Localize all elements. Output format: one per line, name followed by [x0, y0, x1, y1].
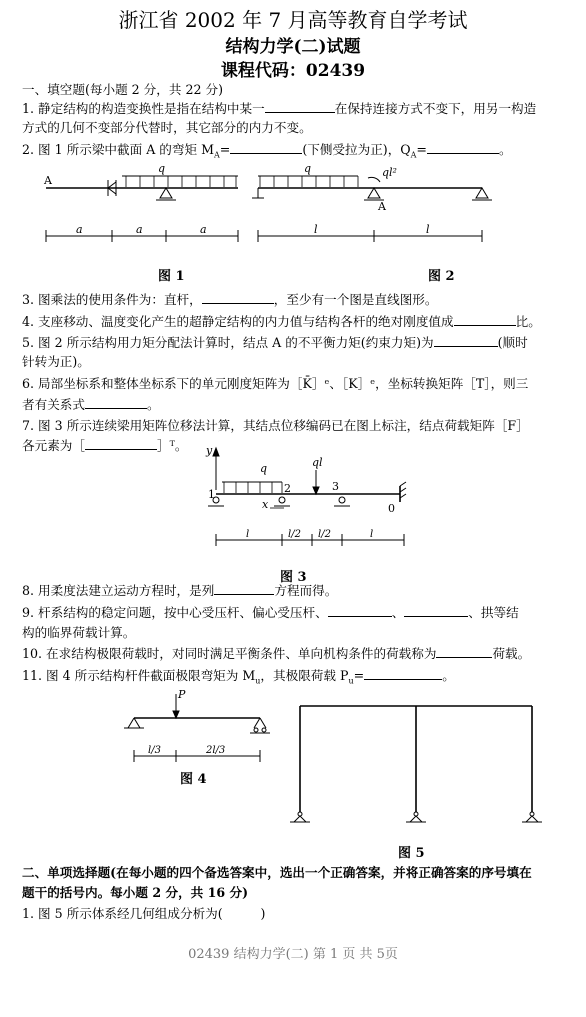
figure-1-diagram: [40, 160, 250, 250]
section2-heading-line2: 题干的括号内。每小题 2 分，共 16 分): [22, 885, 249, 900]
load-p-label: P: [178, 688, 186, 701]
dimension-label: l/2: [318, 529, 331, 540]
load-q-label: q: [304, 162, 312, 175]
answer-blank[interactable]: [85, 438, 157, 450]
answer-blank[interactable]: [427, 142, 499, 154]
dimension-label: l: [370, 529, 374, 540]
answer-blank[interactable]: [265, 101, 335, 113]
q9-line2: 构的临界荷载计算。: [22, 625, 136, 640]
load-q-label: q: [260, 462, 268, 475]
answer-blank[interactable]: [202, 292, 274, 304]
section1-heading: 一、填空题(每小题 2 分，共 22 分): [22, 82, 224, 97]
load-ql-label: ql: [312, 456, 323, 469]
figure-3-diagram: [200, 440, 420, 558]
point-a-label: A: [378, 200, 386, 213]
axis-y-label: y: [206, 444, 213, 457]
node-label: 1: [208, 488, 215, 501]
q6-line2: 者有关系式 。: [22, 397, 160, 412]
q5-line2: 针转为正)。: [22, 354, 90, 369]
dimension-label: l: [314, 223, 318, 236]
q5-line1: 5. 图 2 所示结构用力矩分配法计算时，结点 A 的不平衡力矩(约束力矩)为 (顺时: [22, 335, 528, 350]
axis-x-label: x: [262, 498, 269, 511]
figure-4-diagram: [120, 686, 270, 771]
node-label: 2: [284, 482, 291, 495]
dimension-label: l: [426, 223, 430, 236]
q1-line1: 1. 静定结构的构造变换性是指在结构中某一 在保持连接方式不变下，用另一构造: [22, 101, 537, 116]
answer-blank[interactable]: [364, 668, 442, 680]
answer-blank[interactable]: [436, 646, 492, 658]
q10-line: 10. 在求结构极限荷载时，对同时满足平衡条件、单向机构条件的荷载称为 荷载。: [22, 646, 531, 661]
dimension-label: l/3: [148, 745, 161, 756]
dimension-label: a: [200, 223, 207, 236]
figure-4-caption: 图 4: [180, 772, 207, 787]
page-footer: 02439 结构力学(二) 第 1 页 共 5页: [188, 947, 398, 962]
dimension-label: a: [76, 223, 83, 236]
figure-5-caption: 图 5: [398, 846, 425, 861]
course-name: 结构力学(二)试题: [225, 37, 361, 57]
exam-title: 浙江省 2002 年 7 月高等教育自学考试: [118, 8, 468, 32]
dimension-label: 2l/3: [206, 745, 226, 756]
q2-line: 2. 图 1 所示梁中截面 A 的弯矩 $M_A=$ (下侧受拉为正)，$Q_A=$ 。: [22, 142, 512, 160]
dimension-label: l: [246, 529, 250, 540]
figure-3-caption: 图 3: [280, 570, 307, 585]
answer-blank[interactable]: [404, 605, 468, 617]
course-code: 课程代码：02439: [220, 61, 366, 81]
answer-blank[interactable]: [454, 314, 516, 326]
figure-2-caption: 图 2: [428, 269, 455, 284]
node-label: 0: [388, 502, 395, 515]
section2-heading-line1: 二、单项选择题(在每小题的四个备选答案中，选出一个正确答案，并将正确答案的序号填在: [22, 865, 532, 880]
q4-line: 4. 支座移动、温度变化产生的超静定结构的内力值与结构各杆的绝对刚度值成 比。: [22, 314, 541, 329]
moment-label: ql²: [382, 166, 397, 179]
q7-line2: 各元素为［ ］ᵀ。: [22, 438, 188, 453]
node-label: 3: [332, 480, 339, 493]
figure-2-diagram: [252, 160, 492, 250]
q3-line: 3. 图乘法的使用条件为：直杆， ，至少有一个图是直线图形。: [22, 292, 438, 307]
load-q-label: q: [158, 162, 166, 175]
q11-line: 11. 图 4 所示结构杆件截面极限弯矩为 $M_u$，其极限荷载 $P_u=$ 。: [22, 668, 455, 686]
q9-line1: 9. 杆系结构的稳定问题，按中心受压杆、偏心受压杆、 、 、拱等结: [22, 605, 519, 620]
dimension-label: l/2: [288, 529, 301, 540]
answer-blank[interactable]: [85, 397, 147, 409]
answer-blank[interactable]: [230, 142, 302, 154]
section2-q1: 1. 图 5 所示体系经几何组成分析为( ): [22, 906, 266, 921]
q6-line1: 6. 局部坐标系和整体坐标系下的单元刚度矩阵为［K̄］ᵉ、［K］ᵉ，坐标转换矩阵［T］，则三: [22, 376, 529, 391]
point-a-label: A: [44, 174, 52, 187]
q8-line: 8. 用柔度法建立运动方程时，是列 方程而得。: [22, 583, 338, 598]
answer-blank[interactable]: [214, 583, 274, 595]
answer-blank[interactable]: [328, 605, 392, 617]
figure-1-caption: 图 1: [158, 269, 185, 284]
figure-5-diagram: [286, 700, 556, 835]
q1-line2: 方式的几何不变部分代替时，其它部分的内力不变。: [22, 120, 312, 135]
q7-line1: 7. 图 3 所示连续梁用矩阵位移法计算，其结点位移编码已在图上标注，结点荷载矩阵［F］: [22, 418, 529, 433]
answer-blank[interactable]: [434, 335, 498, 347]
dimension-label: a: [136, 223, 143, 236]
